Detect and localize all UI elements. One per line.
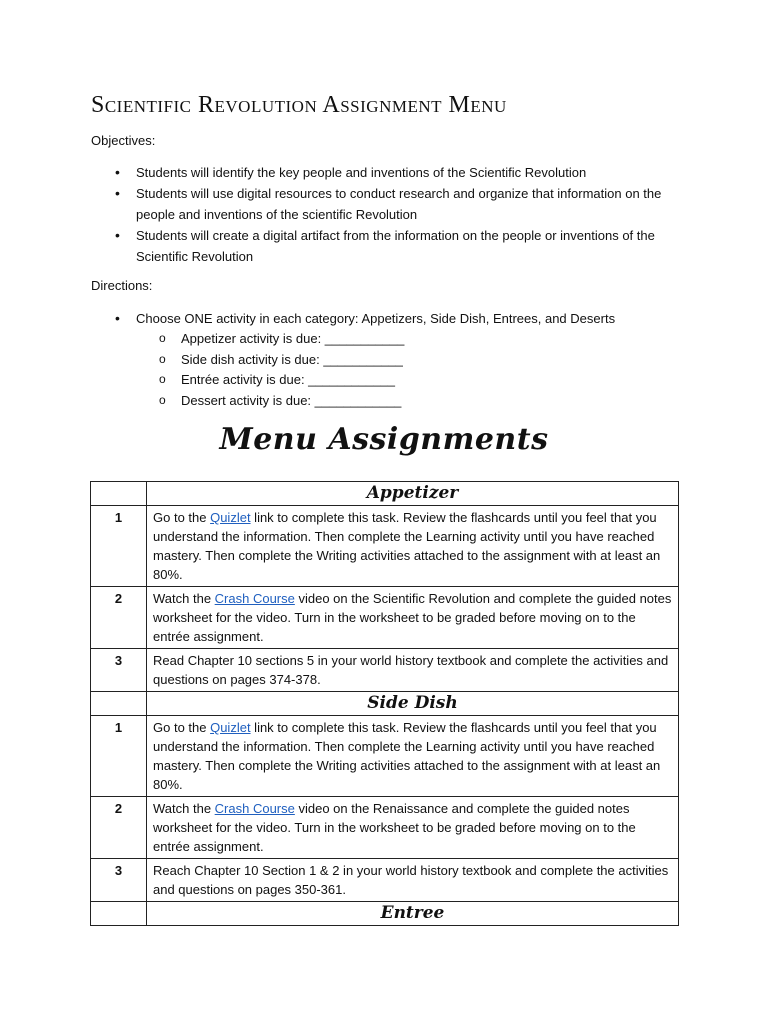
empty-cell	[91, 482, 147, 506]
direction-item	[91, 308, 691, 411]
directions-list	[91, 308, 691, 411]
row-text: Watch the Crash Course video on the Renaissance and complete the guided notes worksheet for the video. Turn in the worksheet to be graded before moving on to the entrée assignment.	[147, 797, 679, 859]
objectives-label: Objectives:	[91, 133, 156, 148]
row-text: Watch the Crash Course video on the Scientific Revolution and complete the guided notes worksheet for the video. Turn in the worksheet to be graded before moving on to the entrée assignment.	[147, 587, 679, 649]
category-row	[91, 482, 679, 506]
category-row	[91, 692, 679, 716]
due-dates-list	[136, 329, 691, 411]
due-item: o Dessert activity is due: ____________	[136, 391, 691, 412]
objective-item: • Students will identify the key people and inventions of the Scientific Revolution	[91, 162, 691, 183]
crash-course-link[interactable]: Crash Course	[214, 801, 295, 816]
row-number: 1	[91, 716, 147, 797]
due-item: o Side dish activity is due: ___________	[136, 350, 691, 371]
row-text: Go to the Quizlet link to complete this task. Review the flashcards until you feel that you understand the information. Then complete the Learning activity until you have reached mastery. Then complete the Writing activities attached to the assignment with at least an 80%.	[147, 716, 679, 797]
quizlet-link[interactable]: Quizlet	[210, 510, 251, 525]
table-row	[91, 797, 679, 859]
row-number: 2	[91, 587, 147, 649]
row-number: 3	[91, 649, 147, 692]
category-heading: Appetizer	[147, 482, 679, 506]
category-heading: Side Dish	[147, 692, 679, 716]
page-title: Scientific Revolution Assignment Menu	[91, 92, 507, 118]
category-row	[91, 902, 679, 926]
table-row	[91, 859, 679, 902]
quizlet-link[interactable]: Quizlet	[210, 720, 251, 735]
objective-item: • Students will use digital resources to conduct research and organize that information on the people and inventions of the scientific Revolution	[91, 183, 691, 225]
row-text: Reach Chapter 10 Section 1 & 2 in your world history textbook and complete the activities and questions on pages 350-361.	[147, 859, 679, 902]
row-number: 2	[91, 797, 147, 859]
due-item: o Entrée activity is due: ____________	[136, 370, 691, 391]
row-number: 1	[91, 506, 147, 587]
table-row	[91, 716, 679, 797]
row-text: Read Chapter 10 sections 5 in your world history textbook and complete the activities and questions on pages 374-378.	[147, 649, 679, 692]
empty-cell	[91, 902, 147, 926]
empty-cell	[91, 692, 147, 716]
crash-course-link[interactable]: Crash Course	[214, 591, 295, 606]
row-number: 3	[91, 859, 147, 902]
table-row	[91, 649, 679, 692]
objectives-list	[91, 162, 691, 267]
table-row	[91, 587, 679, 649]
menu-title: Menu Assignments	[219, 422, 549, 457]
menu-table	[90, 481, 679, 926]
objective-item: • Students will create a digital artifact from the information on the people or inventions of the Scientific Revolution	[91, 225, 691, 267]
category-heading: Entree	[147, 902, 679, 926]
table-row	[91, 506, 679, 587]
directions-label: Directions:	[91, 278, 153, 293]
direction-text: Choose ONE activity in each category: Appetizers, Side Dish, Entrees, and Deserts	[136, 311, 616, 326]
due-item: o Appetizer activity is due: ___________	[136, 329, 691, 350]
row-text: Go to the Quizlet link to complete this task. Review the flashcards until you feel that you understand the information. Then complete the Learning activity until you have reached mastery. Then complete the Writing activities attached to the assignment with at least an 80%.	[147, 506, 679, 587]
